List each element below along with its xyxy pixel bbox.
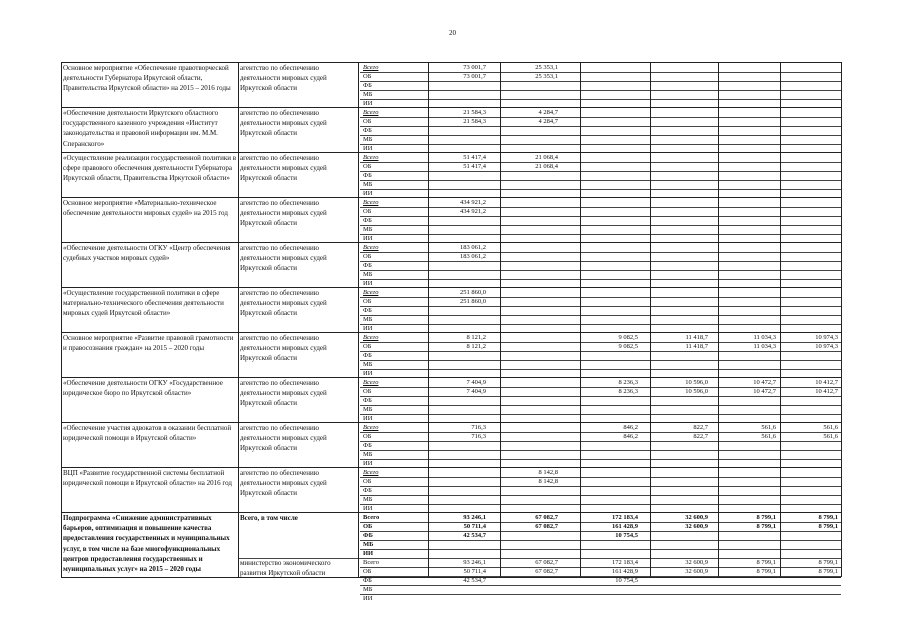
value-cell: 4 284,7 (538, 109, 558, 116)
source-label: ОБ (363, 73, 372, 80)
value-cell: 8 121,2 (466, 334, 486, 341)
value-cell: 50 711,4 (463, 523, 486, 530)
row-line (360, 135, 841, 136)
column-line (650, 62, 651, 577)
value-cell: 846,2 (623, 424, 638, 431)
row-line (360, 180, 841, 181)
value-cell: 42 534,7 (463, 532, 486, 539)
column-line (780, 62, 781, 577)
source-label: ФБ (363, 217, 372, 224)
source-label: ФБ (363, 172, 372, 179)
value-cell: 11 418,7 (685, 343, 708, 350)
row-line (360, 189, 841, 190)
source-label: ИИ (363, 235, 373, 242)
value-cell: 7 404,9 (466, 388, 486, 395)
value-cell: 11 418,7 (685, 334, 708, 341)
source-label: ОБ (363, 388, 372, 395)
row-line (360, 495, 841, 496)
source-label: ИИ (363, 415, 373, 422)
row-line (360, 261, 841, 262)
executor-ministry: министерство экономического развития Иркутской области (240, 559, 331, 578)
value-cell: 51 417,4 (463, 163, 486, 170)
value-cell: 32 600,9 (685, 568, 708, 575)
value-cell: 716,3 (471, 424, 486, 431)
source-label: ФБ (363, 487, 372, 494)
column-line (841, 62, 842, 577)
value-cell: 67 082,7 (535, 523, 558, 530)
source-label: ИИ (363, 190, 373, 197)
executor: агентство по обеспечению деятельности мировых судей Иркутской области (240, 379, 327, 408)
column-line (500, 62, 501, 577)
source-label: МБ (363, 271, 373, 278)
row-line (360, 369, 841, 370)
row-line (360, 306, 841, 307)
row-group (61, 287, 841, 333)
source-label: ИИ (363, 595, 373, 602)
source-label: ОБ (363, 478, 372, 485)
row-group (61, 197, 841, 243)
source-label: ОБ (363, 298, 372, 305)
row-group (61, 62, 841, 108)
row-line (360, 459, 841, 460)
source-label: МБ (363, 181, 373, 188)
value-cell: 183 061,2 (460, 244, 486, 251)
value-cell: 32 600,9 (685, 514, 708, 521)
source-label: ИИ (363, 505, 373, 512)
source-label: Всего (363, 154, 379, 161)
row-line (360, 315, 841, 316)
source-label: Всего (363, 109, 379, 116)
value-cell: 10 472,7 (753, 379, 776, 386)
value-cell: 93 246,1 (463, 514, 486, 521)
column-line (238, 62, 239, 577)
value-cell: 11 034,3 (753, 334, 776, 341)
measure-title: Основное мероприятие «Обеспечение правотворческой деятельности Губернатора Иркутской области, Правительства Иркутской области» на 2015 – 2016 годы (63, 64, 231, 93)
row-group (61, 107, 841, 153)
executor: агентство по обеспечению деятельности мировых судей Иркутской области (240, 109, 327, 138)
source-label: МБ (363, 496, 373, 503)
row-group (61, 467, 841, 513)
source-label: МБ (363, 451, 373, 458)
executor: агентство по обеспечению деятельности мировых судей Иркутской области (240, 154, 327, 183)
row-line (360, 216, 841, 217)
value-cell: 73 001,7 (463, 64, 486, 71)
source-label: ФБ (363, 262, 372, 269)
value-cell: 8 799,1 (756, 514, 776, 521)
source-label: ОБ (363, 523, 373, 530)
value-cell: 21 068,4 (535, 163, 558, 170)
source-label: ИИ (363, 100, 373, 107)
row-line (360, 594, 841, 595)
row-line (360, 225, 841, 226)
measure-title: Основное мероприятие «Материально-техническое обеспечение деятельности мировых судей» на 2015 год (63, 199, 228, 218)
value-cell: 8 236,3 (618, 388, 638, 395)
row-line (360, 585, 841, 586)
source-label: ФБ (363, 397, 372, 404)
value-cell: 7 404,9 (466, 379, 486, 386)
value-cell: 8 236,3 (618, 379, 638, 386)
source-label: МБ (363, 226, 373, 233)
row-group (61, 242, 841, 288)
value-cell: 25 353,1 (535, 64, 558, 71)
value-cell: 10 974,3 (815, 334, 838, 341)
source-label: Всего (363, 199, 379, 206)
value-cell: 10 472,7 (753, 388, 776, 395)
row-line (360, 279, 841, 280)
source-label: ИИ (363, 460, 373, 467)
row-line (360, 90, 841, 91)
value-cell: 8 142,8 (538, 469, 558, 476)
measure-title: «Обеспечение деятельности ОГКУ «Центр обеспечения судебных участков мировых судей» (63, 244, 231, 263)
source-label: Всего (363, 469, 379, 476)
source-label: Всего (363, 424, 379, 431)
source-label: ИИ (363, 370, 373, 377)
source-label: Всего (363, 514, 380, 521)
row-line (360, 405, 841, 406)
subprogram-group (61, 512, 841, 603)
measure-title: «Осуществление реализации государственной политики в сфере правового обеспечения деятельности Губернатора Иркутской области, Правительства Иркутской области» (63, 154, 237, 183)
row-line (360, 504, 841, 505)
value-cell: 8 121,2 (466, 343, 486, 350)
value-cell: 21 584,3 (463, 118, 486, 125)
source-label: ФБ (363, 82, 372, 89)
value-cell: 8 799,1 (818, 568, 838, 575)
measure-title: «Обеспечение участия адвокатов в оказании бесплатной юридической помощи в Иркутской области» (63, 424, 232, 443)
value-cell: 8 799,1 (756, 568, 776, 575)
value-cell: 10 754,5 (615, 577, 638, 584)
row-line (360, 441, 841, 442)
value-cell: 561,6 (761, 433, 776, 440)
column-line (428, 62, 429, 577)
value-cell: 42 534,7 (463, 577, 486, 584)
row-line (360, 549, 841, 550)
source-label: ОБ (363, 343, 372, 350)
value-cell: 10 596,0 (685, 388, 708, 395)
value-cell: 4 284,7 (538, 118, 558, 125)
value-cell: 67 082,7 (535, 514, 558, 521)
value-cell: 9 082,5 (618, 343, 638, 350)
measure-title: «Обеспечение деятельности Иркутского областного государственного казенного учреждения «Институт законодательства и правовой информации им. М.М. Сперанского» (63, 109, 219, 148)
executor: агентство по обеспечению деятельности мировых судей Иркутской области (240, 64, 327, 93)
executor: агентство по обеспечению деятельности мировых судей Иркутской области (240, 334, 327, 363)
value-cell: 8 799,1 (756, 523, 776, 530)
value-cell: 822,7 (693, 424, 708, 431)
source-label: Всего (363, 244, 379, 251)
row-line (360, 540, 841, 541)
budget-table (61, 62, 841, 602)
executor: агентство по обеспечению деятельности мировых судей Иркутской области (240, 289, 327, 318)
measure-title: Основное мероприятие «Развитие правовой грамотности и правосознания граждан» на 2015 – 2020 годы (63, 334, 234, 353)
value-cell: 251 860,0 (460, 289, 486, 296)
value-cell: 716,3 (471, 433, 486, 440)
value-cell: 846,2 (623, 433, 638, 440)
row-group (61, 332, 841, 378)
row-line (360, 396, 841, 397)
row-line (360, 450, 841, 451)
row-line (360, 99, 841, 100)
column-line (358, 62, 359, 577)
column-line (61, 62, 62, 577)
value-cell: 10 596,0 (685, 379, 708, 386)
row-line (360, 360, 841, 361)
measure-title: «Обеспечение деятельности ОГКУ «Государственное юридическое бюро по Иркутской области» (63, 379, 223, 398)
source-label: Всего (363, 559, 379, 566)
measure-title: «Осуществление государственной политики в сфере материально-технического обеспечения деятельности мировых судей Иркутской области» (63, 289, 224, 318)
value-cell: 161 428,9 (612, 568, 638, 575)
row-line (360, 486, 841, 487)
value-cell: 51 417,4 (463, 154, 486, 161)
source-label: ОБ (363, 568, 372, 575)
value-cell: 10 754,5 (615, 532, 638, 539)
source-label: ОБ (363, 253, 372, 260)
value-cell: 21 068,4 (535, 154, 558, 161)
value-cell: 8 799,1 (818, 559, 838, 566)
row-group (61, 377, 841, 423)
table-bottom-line (61, 577, 841, 578)
source-label: ОБ (363, 208, 372, 215)
value-cell: 10 974,3 (815, 343, 838, 350)
executor: агентство по обеспечению деятельности мировых судей Иркутской области (240, 199, 327, 228)
source-label: ОБ (363, 433, 372, 440)
source-label: ОБ (363, 163, 372, 170)
value-cell: 11 034,3 (753, 343, 776, 350)
row-line (360, 324, 841, 325)
value-cell: 32 600,9 (685, 523, 708, 530)
row-line (360, 171, 841, 172)
value-cell: 434 921,2 (460, 208, 486, 215)
value-cell: 8 799,1 (818, 523, 838, 530)
value-cell: 67 082,7 (535, 568, 558, 575)
source-label: ИИ (363, 145, 373, 152)
source-label: ФБ (363, 127, 372, 134)
source-label: МБ (363, 91, 373, 98)
source-label: ОБ (363, 118, 372, 125)
executor: агентство по обеспечению деятельности мировых судей Иркутской области (240, 244, 327, 273)
value-cell: 561,6 (823, 433, 838, 440)
value-cell: 172 183,4 (612, 514, 638, 521)
row-line (360, 126, 841, 127)
column-line (718, 62, 719, 577)
value-cell: 822,7 (693, 433, 708, 440)
row-line (360, 270, 841, 271)
row-group (61, 422, 841, 468)
measure-title: ВЦП «Развитие государственной системы бесплатной юридической помощи в Иркутской области» на 2016 год (63, 469, 232, 488)
source-label: МБ (363, 586, 373, 593)
value-cell: 172 183,4 (612, 559, 638, 566)
value-cell: 8 142,8 (538, 478, 558, 485)
value-cell: 21 584,3 (463, 109, 486, 116)
value-cell: 93 246,1 (463, 559, 486, 566)
executor: агентство по обеспечению деятельности мировых судей Иркутской области (240, 469, 327, 498)
source-label: МБ (363, 316, 373, 323)
source-label: МБ (363, 361, 373, 368)
column-line (580, 62, 581, 577)
subprogram-title: Подпрограмма «Снижение административных барьеров, оптимизация и повышение качества предоставления государственных и муниципальных услуг, в том числе на базе многофункциональных центров предоставления государственных и муниципальных услуг» на 2015 – 2020 годы (63, 514, 230, 574)
value-cell: 561,6 (761, 424, 776, 431)
row-line (360, 351, 841, 352)
source-label: ФБ (363, 442, 372, 449)
row-group (61, 152, 841, 198)
value-cell: 8 799,1 (818, 514, 838, 521)
value-cell: 67 082,7 (535, 559, 558, 566)
value-cell: 251 860,0 (460, 298, 486, 305)
page-number: 20 (449, 29, 456, 37)
value-cell: 561,6 (823, 424, 838, 431)
value-cell: 73 001,7 (463, 73, 486, 80)
value-cell: 8 799,1 (756, 559, 776, 566)
source-label: ФБ (363, 577, 372, 584)
value-cell: 25 353,1 (535, 73, 558, 80)
row-line (360, 144, 841, 145)
value-cell: 10 412,7 (815, 388, 838, 395)
row-line (360, 414, 841, 415)
value-cell: 161 428,9 (612, 523, 638, 530)
source-label: МБ (363, 541, 374, 548)
source-label: ФБ (363, 307, 372, 314)
executor-total: Всего, в том числе (240, 514, 298, 522)
row-line (360, 477, 841, 478)
value-cell: 9 082,5 (618, 334, 638, 341)
source-label: ИИ (363, 280, 373, 287)
source-label: Всего (363, 334, 379, 341)
source-label: МБ (363, 406, 373, 413)
value-cell: 50 711,4 (463, 568, 486, 575)
source-label: Всего (363, 64, 379, 71)
source-label: Всего (363, 289, 379, 296)
source-label: ИИ (363, 550, 374, 557)
row-line (360, 234, 841, 235)
source-label: Всего (363, 379, 379, 386)
source-label: ФБ (363, 532, 373, 539)
value-cell: 434 921,2 (460, 199, 486, 206)
source-label: ИИ (363, 325, 373, 332)
value-cell: 183 061,2 (460, 253, 486, 260)
value-cell: 32 600,9 (685, 559, 708, 566)
executor: агентство по обеспечению деятельности мировых судей Иркутской области (240, 424, 327, 453)
source-label: МБ (363, 136, 373, 143)
value-cell: 10 412,7 (815, 379, 838, 386)
source-label: ФБ (363, 352, 372, 359)
row-line (360, 81, 841, 82)
